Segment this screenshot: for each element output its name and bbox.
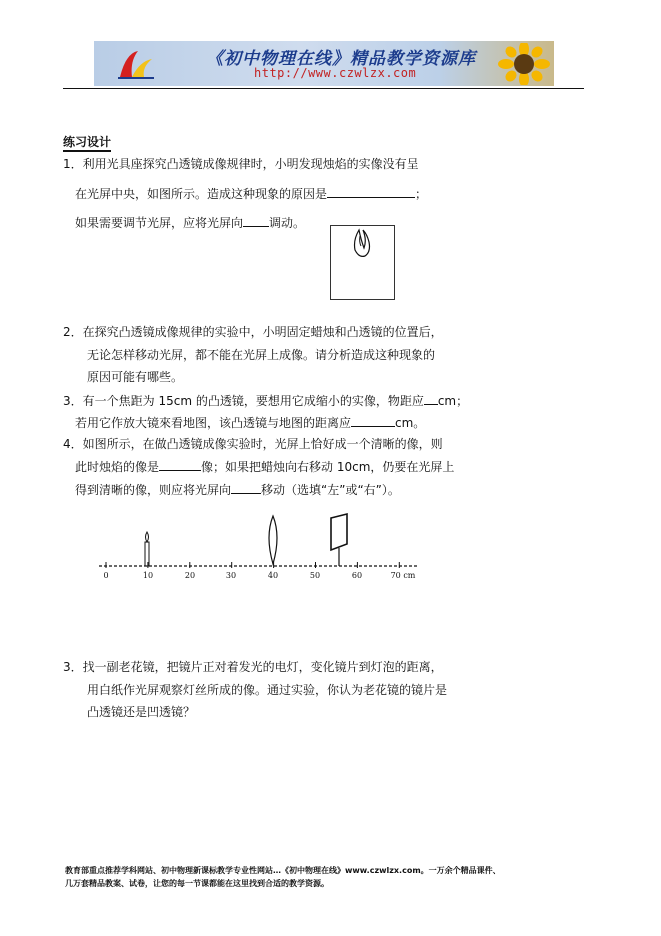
bench-tick-marks: [106, 562, 399, 568]
q3-line2-text: 若用它作放大镜來看地图，该凸透镜与地图的距离应: [75, 416, 352, 430]
bench-tick-label: 0: [103, 571, 109, 580]
bench-tick-label: 40: [267, 571, 279, 580]
inverted-flame-icon: [331, 226, 394, 299]
q5-line1: 3．找一副老花镜，把镜片正对着发光的电灯，变化镜片到灯泡的距离，: [63, 660, 443, 674]
q1-line2: [75, 186, 427, 202]
bench-tick-label: 50: [309, 571, 321, 580]
bench-tick-label: 30: [225, 571, 237, 580]
bench-tick-label: 10: [142, 571, 154, 580]
candle-icon: [145, 532, 149, 566]
q4-line1: 4．如图所示，在做凸透镜成像实验时，光屏上恰好成一个清晰的像，则: [63, 437, 443, 451]
q1-line3-text: 如果需要调节光屏，应将光屏向: [75, 216, 244, 230]
q2-line1: 2．在探究凸透镜成像规律的实验中，小明固定蜡烛和凸透镜的位置后，: [63, 325, 443, 339]
section-heading: 练习设计: [63, 135, 111, 152]
q4-line3-rest: 移动（选填“左”或“右”）。: [261, 483, 400, 497]
optical-bench-figure: [95, 510, 435, 590]
q1-line3-end: 调动。: [269, 216, 306, 230]
q3-line2-end: cm。: [395, 416, 426, 430]
q1-answer-blank-1[interactable]: [327, 186, 415, 198]
q1-answer-blank-2[interactable]: [243, 215, 269, 227]
header-divider: [63, 88, 584, 89]
screen-flame-figure: [330, 225, 395, 300]
q4-line2-rest: 像；如果把蜡烛向右移动 10cm，仍要在光屏上: [201, 460, 455, 474]
bench-tick-label: 60: [351, 571, 363, 580]
q1-line2-end: ；: [415, 187, 428, 201]
q4-answer-blank-2[interactable]: [231, 482, 261, 494]
banner-url[interactable]: http://www.czwlzx.com: [254, 66, 417, 80]
q3-line1: [63, 393, 468, 409]
sunflower-icon: [498, 43, 550, 85]
q4-line3: [75, 482, 400, 498]
header-banner: [94, 41, 554, 86]
q1-line3: [75, 215, 305, 231]
footer-line1: 教育部重点推荐学科网站、初中物理新课标教学专业性网站…《初中物理在线》www.czwlzx.com。一万余个精品课件、: [65, 866, 501, 875]
banner-title: 《初中物理在线》精品教学资源库: [206, 49, 476, 69]
light-screen-icon: [331, 514, 347, 566]
q4-line2-text: 此时烛焰的像是: [75, 460, 160, 474]
q3-line1-text: 3．有一个焦距为 15cm 的凸透镜，要想用它成缩小的实像，物距应: [63, 394, 424, 408]
bench-tick-label: 70 cm: [390, 571, 416, 580]
q5-line3: 凸透镜还是凹透镜？: [87, 705, 196, 719]
q3-line1-end: cm；: [437, 394, 469, 408]
footer-line2: 几万套精品教案、试卷，让您的每一节课都能在这里找到合适的教学资源。: [65, 879, 329, 888]
q2-line3: 原因可能有哪些。: [87, 370, 184, 384]
site-logo-icon: [116, 47, 156, 81]
q2-line2: 无论怎样移动光屏，都不能在光屏上成像。请分析造成这种现象的: [87, 348, 436, 362]
q4-answer-blank-1[interactable]: [159, 459, 201, 471]
q1-line1: 1．利用光具座探究凸透镜成像规律时，小明发现烛焰的实像没有呈: [63, 157, 419, 171]
q4-line2: [75, 459, 454, 475]
q5-line2: 用白纸作光屏观察灯丝所成的像。通过实验，你认为老花镜的镜片是: [87, 683, 448, 697]
q3-answer-blank-2[interactable]: [351, 415, 395, 427]
q1-line2-text: 在光屏中央，如图所示。造成这种现象的原因是: [75, 187, 328, 201]
page-footer: [65, 864, 501, 890]
convex-lens-icon: [269, 516, 277, 564]
q4-line3-text: 得到清晰的像，则应将光屏向: [75, 483, 232, 497]
bench-tick-label: 20: [184, 571, 196, 580]
q3-answer-blank-1[interactable]: [424, 393, 438, 405]
q3-line2: [75, 415, 425, 431]
